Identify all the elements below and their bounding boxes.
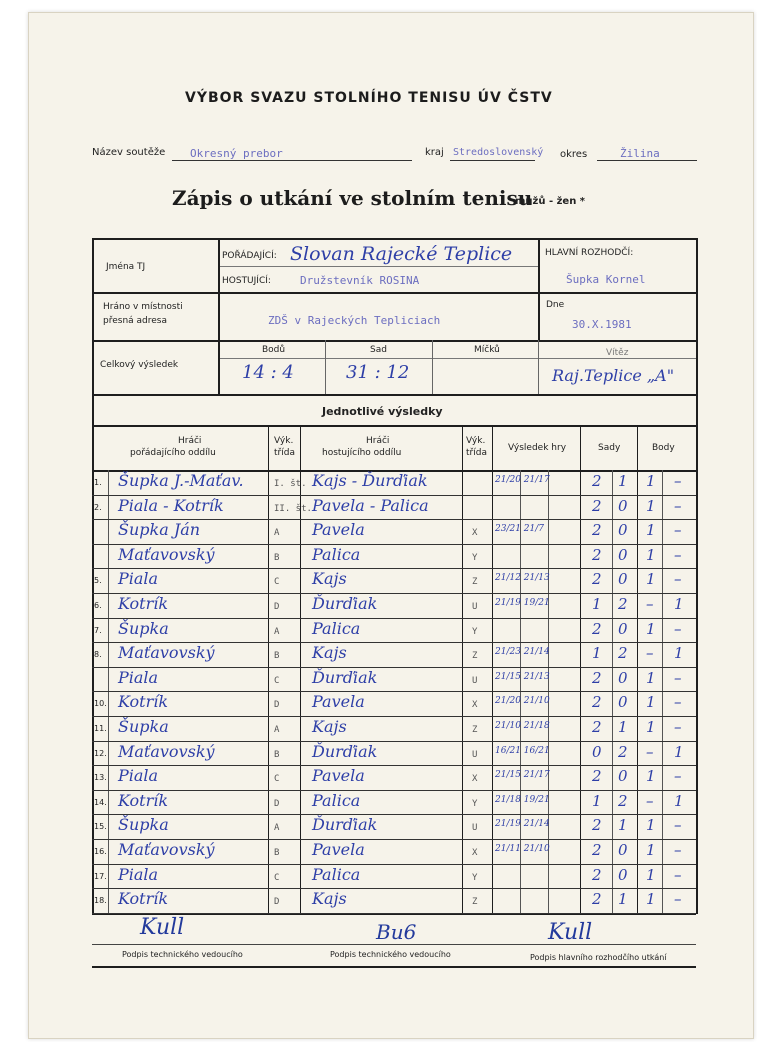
guest-label: HOSTUJÍCÍ: (222, 276, 271, 286)
guest-class: Y (472, 798, 478, 809)
guest-player: Kajs (312, 889, 347, 909)
points-guest: – (674, 718, 682, 736)
guest-class: Z (472, 577, 478, 588)
game-result: 21/20 21/17 (495, 475, 550, 485)
guest-class: U (472, 602, 478, 612)
winner-value: Raj.Teplice „A" (552, 366, 675, 385)
guest-player: Kajs (312, 643, 347, 663)
col-guest-sub: hostujícího oddílu (322, 448, 402, 458)
home-player: Maťavovský (118, 741, 215, 761)
points-home: 1 (646, 472, 656, 490)
row-number: 17. (94, 871, 107, 881)
game-result: 21/23 21/14 (495, 647, 550, 658)
home-class: D (274, 798, 280, 809)
sets-home: 2 (592, 693, 602, 712)
sets-home: 2 (592, 865, 602, 884)
home-class: C (274, 577, 280, 588)
points-guest: – (674, 693, 682, 712)
row-number: 6. (94, 601, 102, 610)
sets-guest: 1 (618, 816, 628, 835)
referee-label: HLAVNÍ ROZHODČÍ: (545, 248, 634, 258)
game-result: 21/18 19/21 (495, 794, 550, 805)
sets-guest: 0 (618, 865, 628, 884)
points-home: – (646, 595, 654, 613)
document-title: Zápis o utkání ve stolním tenisu (172, 186, 533, 210)
sets-guest: 2 (618, 742, 628, 761)
home-class: A (274, 725, 280, 735)
game-result: 23/21 21/7 (495, 524, 545, 535)
guest-player: Kajs (312, 569, 347, 589)
home-class: A (274, 528, 280, 539)
row-number: 8. (94, 650, 102, 660)
sig1-signature: Kull (140, 915, 185, 940)
col-guest-label: Hráči (366, 436, 390, 446)
guest-class: U (472, 823, 478, 834)
points-home: 1 (646, 767, 656, 786)
guest-class: U (472, 749, 478, 760)
col-class-sub: třída (274, 448, 295, 458)
guest-class: X (472, 774, 478, 785)
sets-guest: 2 (618, 644, 628, 663)
guest-class: U (472, 675, 478, 686)
guest-value: Družstevník ROSINA (300, 274, 420, 287)
sets-home: 0 (592, 742, 602, 761)
results-section-title: Jednotlivé výsledky (322, 405, 443, 418)
game-result: 21/20 21/10 (495, 696, 550, 707)
organizer-label: POŘÁDAJÍCÍ: (222, 251, 277, 261)
venue-label-1: Hráno v místnosti (103, 302, 183, 312)
sets-home: 2 (592, 619, 602, 638)
points-guest: – (674, 496, 682, 515)
total-result-label: Celkový výsledek (100, 360, 179, 370)
home-player: Šupka (118, 618, 169, 638)
game-result: 21/11 21/10 (495, 844, 550, 854)
home-player: Šupka (118, 815, 169, 835)
row-number: 1. (94, 478, 102, 487)
home-player: Piala - Kotrík (118, 495, 224, 515)
sets-home: 2 (592, 718, 602, 736)
row-number: 13. (94, 773, 107, 783)
sets-guest: 0 (618, 668, 628, 687)
points-guest: – (674, 619, 682, 638)
col-class2-label: Výk. (466, 436, 486, 446)
competition-value: Okresný prebor (190, 147, 283, 160)
sets-home: 1 (592, 595, 602, 613)
home-player: Kotrík (118, 889, 169, 909)
guest-class: Y (472, 872, 478, 883)
points-home: 1 (646, 496, 656, 515)
guest-player: Ďurďiak (312, 815, 378, 835)
home-class: I. št. (274, 479, 307, 489)
row-number: 7. (94, 625, 102, 635)
home-class: II. št. (274, 503, 312, 514)
points-guest: – (674, 472, 682, 490)
game-result: 21/19 21/14 (495, 819, 550, 830)
points-guest: 1 (674, 742, 684, 761)
sets-home: 2 (592, 521, 602, 540)
points-guest: 1 (674, 595, 684, 613)
game-result: 21/12 21/13 (495, 573, 550, 584)
guest-player: Ďurďiak (312, 741, 378, 761)
venue-label-2: přesná adresa (103, 316, 167, 326)
points-home: 1 (646, 521, 656, 540)
sets-guest: 0 (618, 693, 628, 712)
home-player: Šupka (118, 717, 169, 736)
points-guest: – (674, 521, 682, 540)
col-class2-sub: třída (466, 448, 487, 458)
sets-guest: 2 (618, 791, 628, 810)
home-class: B (274, 848, 280, 858)
points-home: – (646, 644, 654, 663)
game-result: 21/15 21/17 (495, 770, 550, 781)
points-guest: – (674, 767, 682, 786)
points-home: 1 (646, 619, 656, 638)
competition-label: Název soutěže (92, 147, 166, 158)
home-player: Kotrík (118, 692, 169, 712)
points-guest: – (674, 545, 682, 564)
points-home: 1 (646, 890, 656, 909)
guest-player: Palica (312, 790, 361, 810)
game-result: 21/19 19/21 (495, 598, 550, 608)
row-number: 14. (94, 797, 107, 807)
points-guest: – (674, 816, 682, 835)
guest-player: Pavela - Palica (312, 495, 429, 515)
game-result: 21/10 21/18 (495, 721, 550, 731)
guest-player: Kajs (312, 717, 347, 736)
home-player: Šupka Ján (118, 520, 201, 540)
sig3-signature: Kull (548, 920, 593, 945)
home-class: D (274, 897, 280, 908)
points-guest: – (674, 668, 682, 687)
col-result-label: Výsledek hry (508, 443, 567, 453)
row-number: 15. (94, 822, 107, 832)
home-player: Kotrík (118, 594, 169, 613)
row-number: 12. (94, 748, 107, 758)
okres-label: okres (560, 149, 588, 160)
sets-guest: 0 (618, 545, 628, 564)
sig1-label: Podpis technického vedoucího (122, 950, 243, 959)
sets-guest: 2 (618, 595, 628, 613)
guest-player: Palica (312, 544, 361, 564)
col-sets-label: Sady (598, 443, 621, 453)
points-home: 1 (646, 570, 656, 589)
points-home: – (646, 742, 654, 761)
sets-guest: 0 (618, 570, 628, 589)
sets-guest: 0 (618, 619, 628, 638)
sets-guest: 0 (618, 521, 628, 540)
points-home: 1 (646, 841, 656, 859)
sets-value: 31 : 12 (346, 362, 410, 383)
points-home: 1 (646, 865, 656, 884)
home-player: Piala (118, 864, 159, 884)
row-number: 2. (94, 502, 102, 512)
home-player: Piala (118, 766, 159, 786)
kraj-value: Stredoslovenský (453, 147, 544, 158)
guest-player: Ďurďiak (312, 594, 378, 613)
guest-class: X (472, 700, 478, 711)
points-guest: – (674, 841, 682, 859)
game-result: 16/21 16/21 (495, 745, 550, 756)
guest-player: Palica (312, 618, 361, 638)
guest-class: Y (472, 552, 478, 563)
col-points-label: Body (652, 443, 675, 453)
row-number: 11. (94, 724, 107, 733)
col-class-label: Výk. (274, 436, 294, 446)
organizer-value: Slovan Rajecké Teplice (290, 243, 513, 265)
date-label: Dne (546, 300, 565, 310)
home-class: A (274, 823, 280, 834)
home-player: Maťavovský (118, 544, 215, 564)
winner-label: Vítěz (606, 348, 629, 358)
home-class: D (274, 602, 280, 612)
sets-home: 2 (592, 841, 602, 859)
committee-title: VÝBOR SVAZU STOLNÍHO TENISU ÚV ČSTV (185, 90, 553, 106)
sets-guest: 0 (618, 767, 628, 786)
points-home: 1 (646, 718, 656, 736)
sets-guest: 0 (618, 496, 628, 515)
points-guest: – (674, 570, 682, 589)
home-class: A (274, 626, 280, 637)
points-guest: 1 (674, 644, 684, 663)
points-home: 1 (646, 693, 656, 712)
sig2-signature: Bu6 (376, 920, 417, 944)
home-player: Kotrík (118, 790, 169, 810)
sets-home: 1 (592, 791, 602, 810)
home-class: B (274, 749, 280, 760)
referee-value: Šupka Kornel (566, 273, 646, 286)
sets-home: 2 (592, 570, 602, 589)
points-label: Bodů (262, 345, 286, 355)
home-class: B (274, 552, 280, 563)
home-class: C (274, 774, 280, 785)
points-home: – (646, 791, 654, 810)
guest-player: Pavela (312, 766, 365, 786)
home-class: C (274, 872, 280, 883)
home-player: Maťavovský (118, 840, 215, 859)
sets-label: Sad (370, 345, 387, 355)
points-guest: – (674, 865, 682, 884)
row-number: 16. (94, 847, 107, 856)
row-number: 5. (94, 576, 102, 586)
sets-guest: 1 (618, 718, 628, 736)
sig2-label: Podpis technického vedoucího (330, 950, 451, 959)
home-class: B (274, 651, 280, 662)
sig3-label: Podpis hlavního rozhodčího utkání (530, 953, 667, 962)
guest-class: X (472, 848, 478, 858)
sets-guest: 0 (618, 841, 628, 859)
guest-player: Ďurďiak (312, 667, 378, 687)
home-class: C (274, 675, 280, 686)
sets-home: 2 (592, 767, 602, 786)
points-value: 14 : 4 (242, 362, 294, 383)
guest-class: Z (472, 651, 478, 662)
venue-value: ZDŠ v Rajeckých Tepliciach (268, 314, 441, 327)
guest-class: X (472, 528, 478, 539)
guest-class: Z (472, 897, 478, 908)
sets-guest: 1 (618, 890, 628, 909)
guest-player: Kajs - Ďurďiak (312, 471, 428, 490)
okres-value: Žilina (620, 147, 660, 160)
guest-class: Y (472, 626, 478, 637)
row-number: 18. (94, 896, 107, 906)
guest-player: Pavela (312, 692, 365, 712)
home-player: Šupka J.-Maťav. (118, 471, 244, 490)
home-player: Maťavovský (118, 643, 215, 663)
sets-home: 2 (592, 496, 602, 515)
guest-player: Pavela (312, 840, 365, 859)
col-home-sub: pořádajícího oddílu (130, 448, 216, 458)
sets-home: 2 (592, 668, 602, 687)
game-result: 21/15 21/13 (495, 671, 550, 682)
team-names-label: Jména TJ (106, 262, 146, 272)
sets-home: 1 (592, 644, 602, 663)
kraj-label: kraj (425, 147, 444, 158)
home-player: Piala (118, 569, 159, 589)
home-player: Piala (118, 667, 159, 687)
category-label: mužů - žen * (515, 196, 586, 207)
row-number: 10. (94, 699, 107, 709)
date-value: 30.X.1981 (572, 318, 632, 331)
sets-home: 2 (592, 890, 602, 909)
points-home: 1 (646, 816, 656, 835)
balls-label: Míčků (474, 345, 500, 355)
guest-player: Palica (312, 864, 361, 884)
sets-guest: 1 (618, 472, 628, 490)
col-home-label: Hráči (178, 436, 202, 446)
points-guest: 1 (674, 791, 684, 810)
points-guest: – (674, 890, 682, 909)
points-home: 1 (646, 545, 656, 564)
points-home: 1 (646, 668, 656, 687)
sets-home: 2 (592, 816, 602, 835)
sets-home: 2 (592, 472, 602, 490)
sets-home: 2 (592, 545, 602, 564)
home-class: D (274, 700, 280, 711)
guest-player: Pavela (312, 520, 365, 540)
guest-class: Z (472, 725, 478, 735)
